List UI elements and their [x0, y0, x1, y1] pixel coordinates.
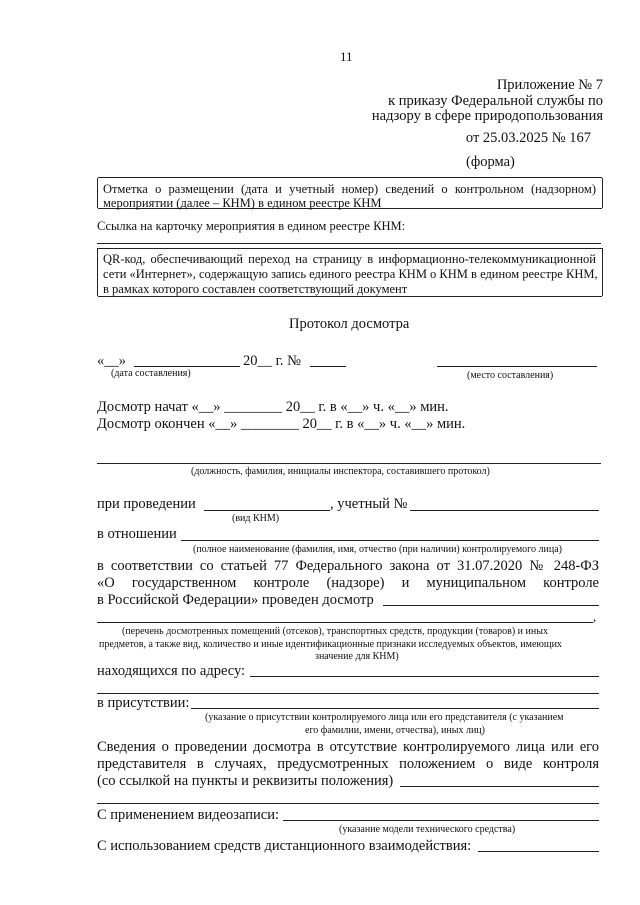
card-link-line	[97, 243, 601, 244]
date-month-line	[134, 366, 240, 367]
knm-type-line	[204, 510, 330, 511]
date-quote: «__»	[97, 353, 126, 369]
page-number: 11	[340, 49, 353, 64]
objects-caption-2: предметов, а также вид, количество и иные идентификационные признаки исследуемых объектов, имеющих	[99, 639, 562, 650]
presence-label: в присутствии:	[97, 695, 190, 711]
inspector-caption: (должность, фамилия, инициалы инспектора, составившего протокол)	[191, 466, 490, 477]
absence-line-3: (со ссылкой на пункты и реквизиты положения)	[97, 773, 394, 789]
inspection-object-line	[383, 605, 599, 606]
presence-caption-2: его фамилии, имени, отчества), иных лиц)	[305, 725, 485, 736]
qr-line-3: в рамках которого составлен соответствующий документ	[103, 282, 408, 296]
card-link-label: Ссылка на карточку мероприятия в едином реестре КНМ:	[97, 219, 406, 233]
registry-mark-line-1: Отметка о размещении (дата и учетный номер) сведений о контрольном (надзорном)	[103, 182, 596, 196]
registry-mark-line-2: мероприятии (далее – КНМ) в едином реестре КНМ	[103, 196, 382, 210]
inspection-end: Досмотр окончен «__» ________ 20__ г. в «__» ч. «__» мин.	[97, 416, 466, 432]
regarding-label: в отношении	[97, 526, 177, 542]
objects-caption-3: значение для КНМ)	[315, 651, 399, 662]
inspection-object-line-2	[97, 622, 593, 623]
account-number-line	[410, 510, 599, 511]
objects-caption-1: (перечень досмотренных помещений (отсеков), транспортных средств, продукции (товаров) и иных	[122, 626, 548, 637]
qr-line-1: QR-код, обеспечивающий переход на страницу в информационно-телекоммуникационной	[103, 252, 596, 266]
address-line-2	[97, 693, 599, 694]
address-label: находящихся по адресу:	[97, 663, 246, 679]
inspection-start: Досмотр начат «__» ________ 20__ г. в «__» ч. «__» мин.	[97, 399, 449, 415]
video-caption: (указание модели технического средства)	[339, 824, 516, 835]
account-number-label: , учетный №	[330, 496, 408, 512]
inspector-line	[97, 463, 601, 464]
regarding-caption: (полное наименование (фамилия, имя, отчество (при наличии) контролируемого лица)	[193, 544, 562, 555]
absence-line-1: Сведения о проведении досмотра в отсутствие контролируемого лица или его	[97, 739, 599, 755]
remote-line	[478, 851, 599, 852]
date-year: 20__ г. №	[243, 353, 302, 369]
order-line-1: к приказу Федеральной службы по	[388, 93, 603, 109]
date-caption: (дата составления)	[111, 368, 191, 379]
video-label: С применением видеозаписи:	[97, 807, 280, 823]
place-caption: (место составления)	[467, 370, 554, 381]
qr-line-2: сети «Интернет», содержащую запись единого реестра КНМ о КНМ в едином реестре КНМ,	[103, 267, 598, 281]
document-title: Протокол досмотра	[289, 316, 410, 332]
video-line	[283, 820, 599, 821]
knm-type-caption: (вид КНМ)	[232, 513, 280, 524]
regarding-line	[181, 540, 599, 541]
order-line-2: надзору в сфере природопользования	[371, 108, 603, 124]
address-line	[250, 676, 599, 677]
order-date: от 25.03.2025 № 167	[465, 130, 591, 146]
presence-line	[191, 708, 599, 709]
place-line	[437, 366, 597, 367]
number-line	[310, 366, 346, 367]
remote-label: С использованием средств дистанционного взаимодействия:	[97, 838, 472, 854]
absence-line-2: представителя в случаях, предусмотренных положением о виде контроля	[97, 756, 599, 772]
appendix-title: Приложение № 7	[496, 77, 603, 93]
law-line-3: в Российской Федерации» проведен досмотр	[97, 592, 374, 608]
form-label: (форма)	[466, 154, 515, 170]
absence-line	[400, 786, 599, 787]
absence-line-2-blank	[97, 803, 599, 804]
law-line-2: «О государственном контроле (надзоре) и муниципальном контроле	[97, 575, 599, 591]
presence-caption-1: (указание о присутствии контролируемого лица или его представителя (с указанием	[205, 712, 564, 723]
law-line-1: в соответствии со статьей 77 Федерального закона от 31.07.2020 № 248-ФЗ	[97, 558, 599, 574]
conducting-label: при проведении	[97, 496, 196, 512]
